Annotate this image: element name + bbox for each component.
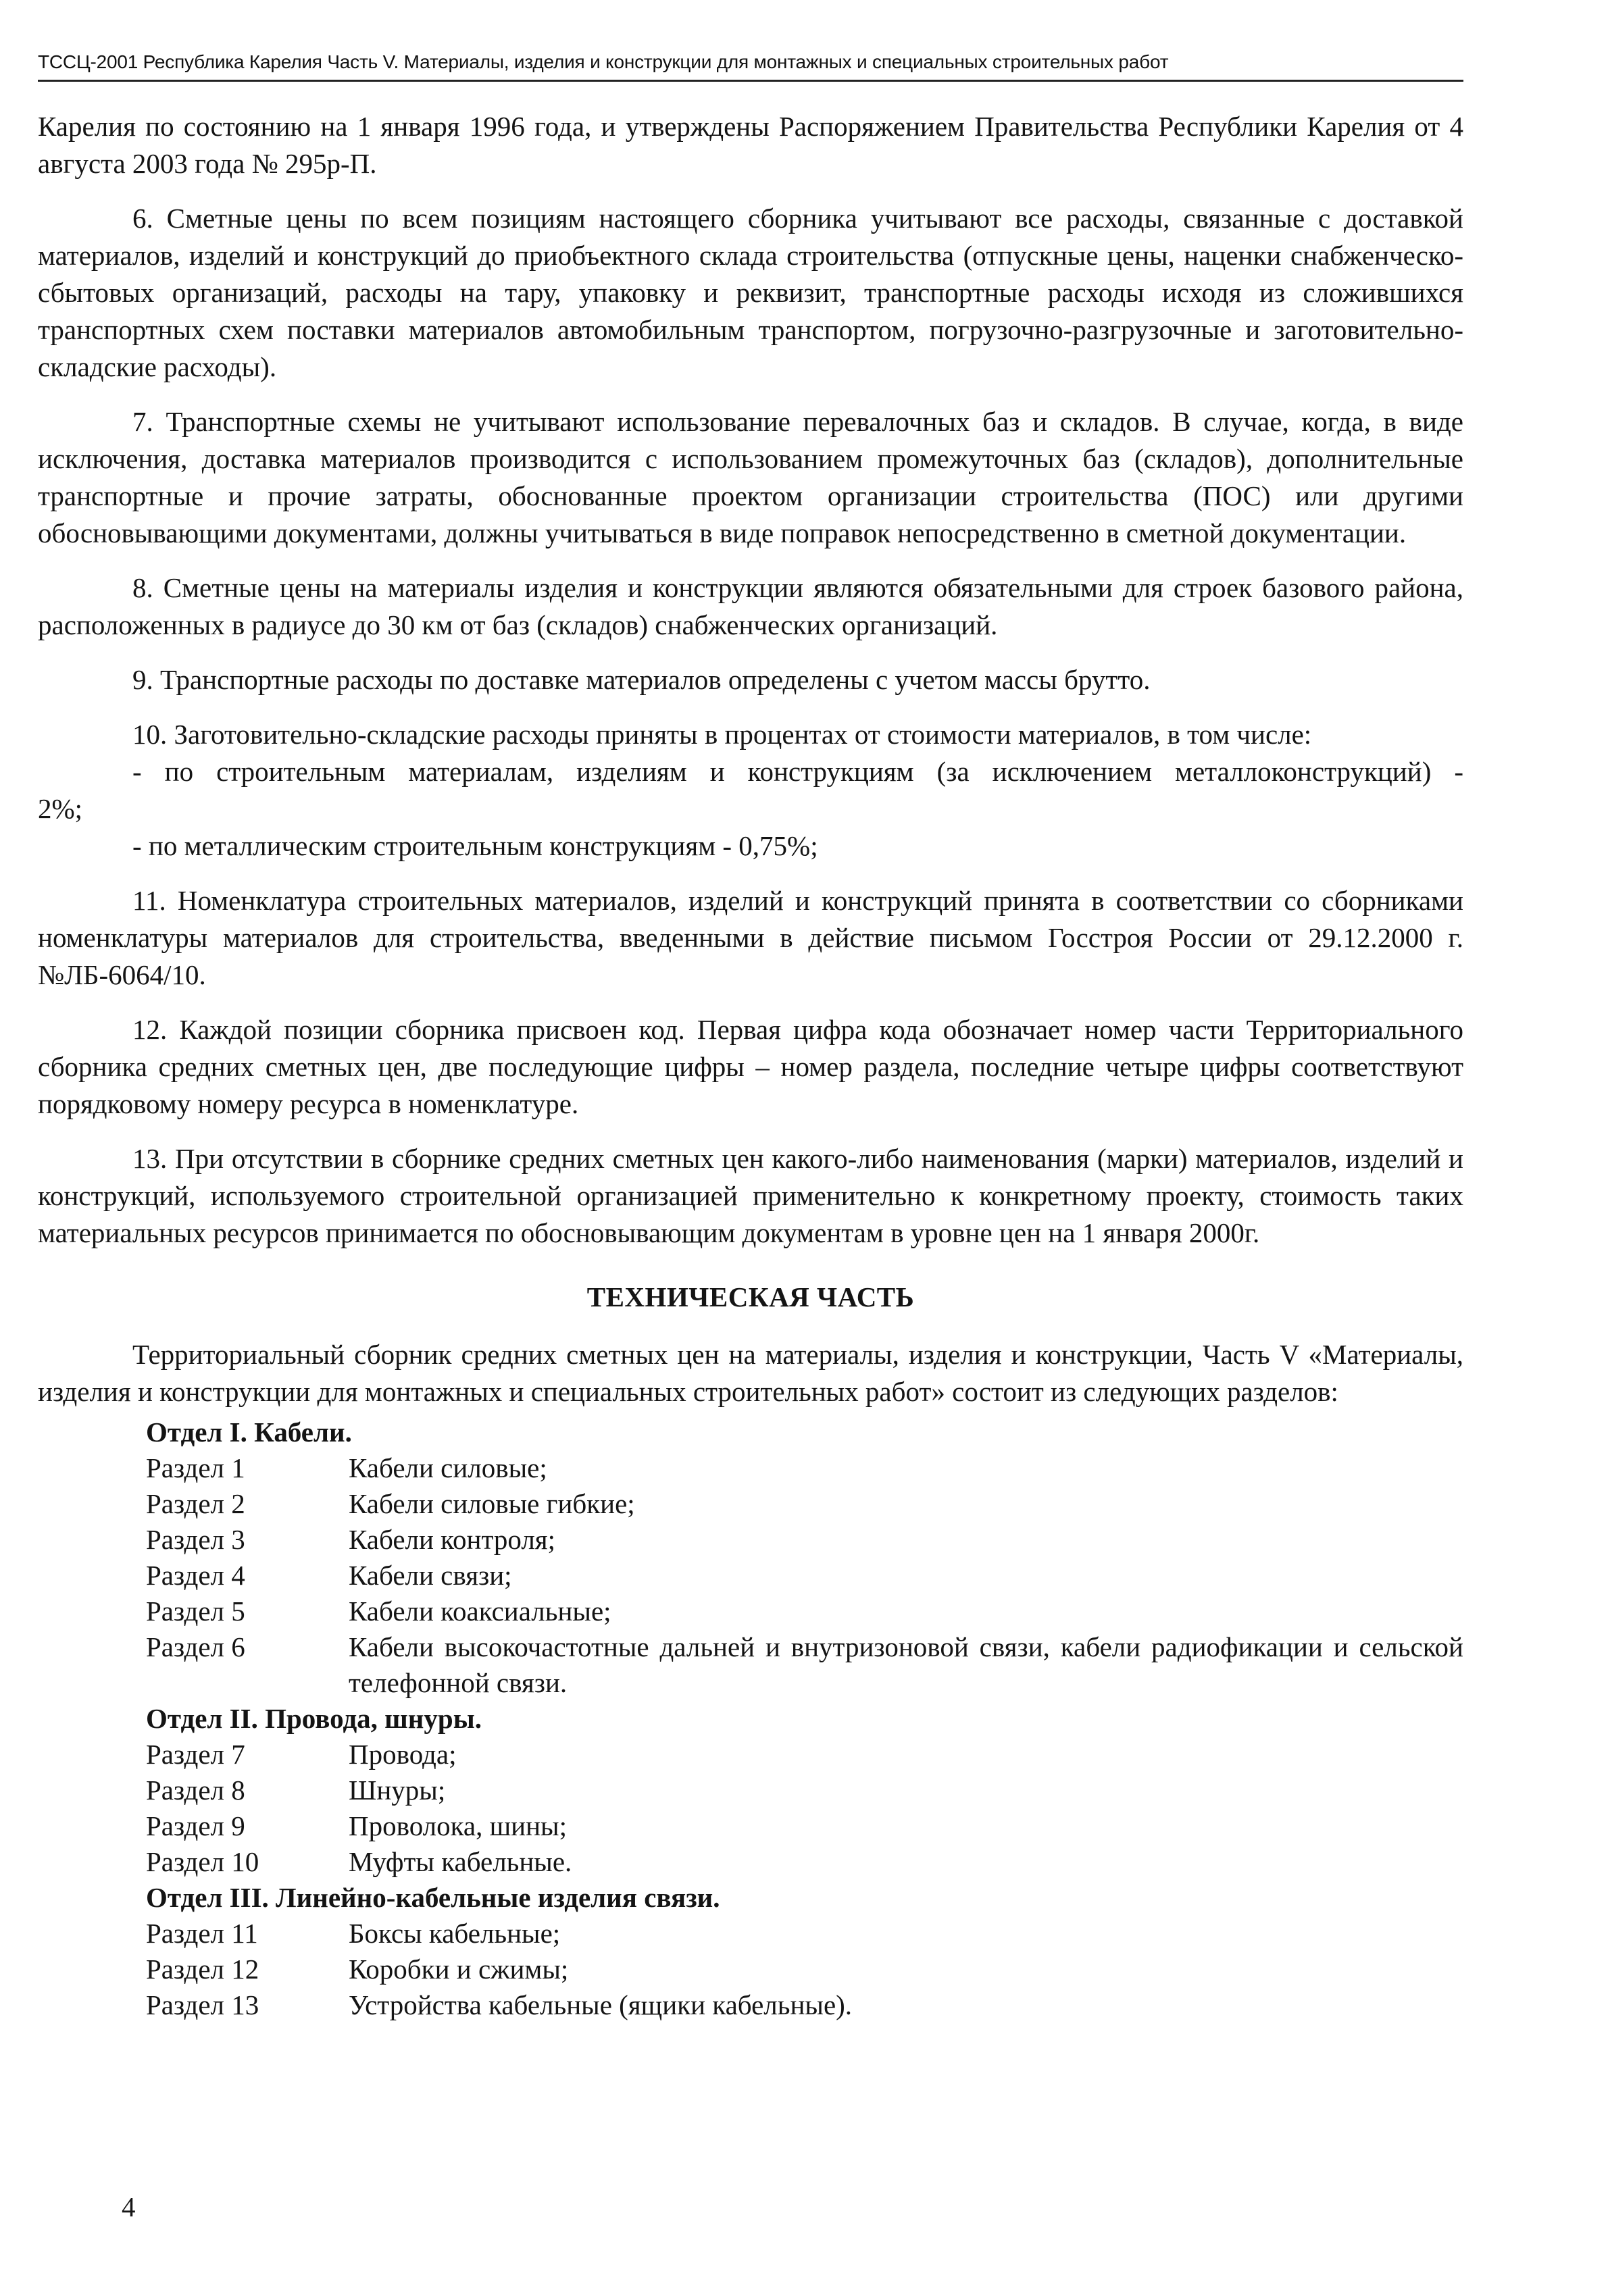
- section-row: [146, 1808, 1463, 1844]
- paragraph-13: 13. При отсутствии в сборнике средних сметных цен какого-либо наименования (марки) материалов, изделий и конструкций, используемого строительной организацией применительно к конкретному проекту, стоимость таких материальных ресурсов принимается по обосновывающим документам в уровне цен на 1 января 2000г.: [38, 1143, 1463, 1248]
- section-row: [146, 1737, 1463, 1772]
- paragraph-7: 7. Транспортные схемы не учитывают использование перевалочных баз и складов. В случае, когда, в виде исключения, доставка материалов производится с использованием промежуточных баз (складов), дополнительные транспортные и прочие затраты, обоснованные проектом организации строительства (ПОС) или другими обосновывающими документами, должны учитываться в виде поправок непосредственно в сметной документации.: [38, 406, 1463, 549]
- department-title: Отдел I. Кабели.: [146, 1417, 352, 1448]
- section-name: Кабели коаксиальные;: [349, 1596, 611, 1627]
- paragraph-8: 8. Сметные цены на материалы изделия и конструкции являются обязательными для строек базового района, расположенных в радиусе до 30 км от баз (складов) снабженческих организаций.: [38, 572, 1463, 640]
- section-name: Кабели силовые;: [349, 1452, 547, 1483]
- section-name: Провода;: [349, 1739, 457, 1770]
- paragraph-12: 12. Каждой позиции сборника присвоен код. Первая цифра кода обозначает номер части Территориального сборника средних сметных цен, две последующие цифры – номер раздела, последние четыре цифры соответствуют порядковому номеру ресурса в номенклатуре.: [38, 1014, 1463, 1119]
- paragraph-10: [38, 716, 1463, 865]
- section-number: Раздел 13: [146, 1989, 259, 2020]
- section-name: Кабели силовые гибкие;: [349, 1488, 635, 1519]
- section-number: Раздел 4: [146, 1560, 245, 1591]
- section-heading: ТЕХНИЧЕСКАЯ ЧАСТЬ: [586, 1281, 915, 1312]
- section-row: [146, 1593, 1463, 1629]
- section-name: Шнуры;: [349, 1775, 446, 1806]
- department-title: Отдел II. Провода, шнуры.: [146, 1703, 482, 1734]
- section-name: Коробки и сжимы;: [349, 1954, 569, 1985]
- paragraph-10-line-4: - по металлическим строительным конструкциям - 0,75%;: [132, 830, 818, 861]
- paragraph-10-line-2: - по строительным материалам, изделиям и конструкциям (за исключением металлоконструкций) -: [132, 756, 1463, 787]
- section-name: Кабели контроля;: [349, 1524, 556, 1555]
- section-number: Раздел 12: [146, 1954, 259, 1985]
- section-name: Проволока, шины;: [349, 1810, 567, 1841]
- section-number: Раздел 2: [146, 1488, 245, 1519]
- paragraph-9: 9. Транспортные расходы по доставке материалов определены с учетом массы брутто.: [132, 664, 1151, 695]
- intro-continuation-paragraph: Карелия по состоянию на 1 января 1996 года, и утверждены Распоряжением Правительства Республики Карелия от 4 августа 2003 года № 295р-П.: [38, 111, 1463, 179]
- section-number: Раздел 1: [146, 1452, 245, 1483]
- page-number: 4: [122, 2191, 136, 2222]
- section-number: Раздел 3: [146, 1524, 245, 1555]
- section-row: [146, 1486, 1463, 1522]
- section-row: [146, 1450, 1463, 1486]
- section-name: Кабели связи;: [349, 1560, 512, 1591]
- section-name: Муфты кабельные.: [349, 1846, 572, 1877]
- section-number: Раздел 7: [146, 1739, 245, 1770]
- running-header: ТССЦ-2001 Республика Карелия Часть V. Материалы, изделия и конструкции для монтажных и специальных строительных работ: [38, 49, 1463, 82]
- paragraph-6: 6. Сметные цены по всем позициям настоящего сборника учитывают все расходы, связанные с доставкой материалов, изделий и конструкций до приобъектного склада строительства (отпускные цены, наценки снабженческо-сбытовых организаций, расходы на тару, упаковку и реквизит, транспортные расходы исходя из сложившихся транспортных схем поставки материалов автомобильным транспортом, погрузочно-разгрузочные и заготовительно-складские расходы).: [38, 203, 1463, 382]
- section-row: [146, 1844, 1463, 1880]
- section-row: [146, 1629, 1463, 1701]
- section-number: Раздел 6: [146, 1631, 245, 1662]
- section-row: [146, 1987, 1463, 2023]
- section-name: Боксы кабельные;: [349, 1918, 561, 1949]
- paragraph-11: 11. Номенклатура строительных материалов, изделий и конструкций принята в соответствии со сборниками номенклатуры материалов для строительства, введенными в действие письмом Госстроя России от 29.12.2000 г. №ЛБ-6064/10.: [38, 885, 1463, 990]
- section-row: [146, 1916, 1463, 1951]
- section-row: [146, 1558, 1463, 1593]
- department-title: Отдел III. Линейно-кабельные изделия связи.: [146, 1882, 720, 1913]
- section-number: Раздел 11: [146, 1918, 258, 1949]
- section-number: Раздел 10: [146, 1846, 259, 1877]
- document-body: [38, 108, 1463, 2023]
- paragraph-10-line-1: 10. Заготовительно-складские расходы приняты в процентах от стоимости материалов, в том числе:: [132, 719, 1312, 750]
- section-number: Раздел 5: [146, 1596, 245, 1627]
- section-name: Кабели высокочастотные дальней и внутризоновой связи, кабели радиофикации и сельской телефонной связи.: [349, 1631, 1463, 1698]
- section-row: [146, 1772, 1463, 1808]
- technical-intro-paragraph: Территориальный сборник средних сметных цен на материалы, изделия и конструкции, Часть V «Материалы, изделия и конструкции для монтажных и специальных строительных работ» состоит из следующих разделов:: [38, 1339, 1463, 1407]
- paragraph-10-line-3: 2%;: [38, 793, 83, 824]
- sections-list: [146, 1414, 1463, 2023]
- section-number: Раздел 9: [146, 1810, 245, 1841]
- section-name: Устройства кабельные (ящики кабельные).: [349, 1989, 853, 2020]
- section-row: [146, 1951, 1463, 1987]
- section-row: [146, 1522, 1463, 1558]
- section-number: Раздел 8: [146, 1775, 245, 1806]
